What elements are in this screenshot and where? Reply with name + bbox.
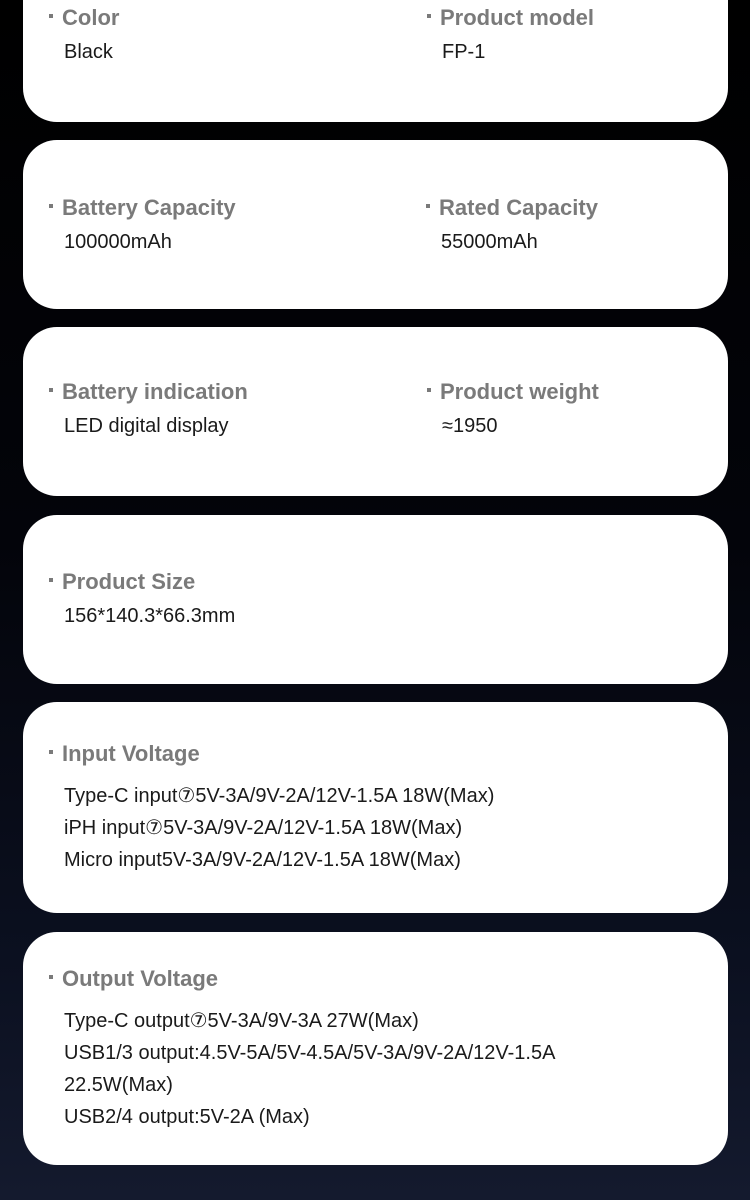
spec-value: Black <box>64 41 113 63</box>
spec-output-voltage <box>49 966 555 1133</box>
bullet-icon <box>426 204 430 208</box>
spec-input-voltage <box>49 741 494 876</box>
spec-value-lines <box>64 1005 555 1133</box>
spec-card-size <box>23 515 728 684</box>
bullet-icon <box>427 388 431 392</box>
bullet-icon <box>49 750 53 754</box>
spec-color <box>49 5 119 65</box>
spec-battery-capacity <box>49 195 236 255</box>
spec-value: 55000mAh <box>441 231 538 253</box>
bullet-icon <box>49 578 53 582</box>
spec-line: USB2/4 output:5V-2A (Max) <box>64 1106 310 1128</box>
spec-line: Micro input5V-3A/9V-2A/12V-1.5A 18W(Max) <box>64 849 461 871</box>
spec-value: 100000mAh <box>64 231 172 253</box>
bullet-icon <box>49 388 53 392</box>
spec-value-lines <box>64 780 494 876</box>
spec-rated-capacity <box>426 195 598 255</box>
spec-product-size <box>49 569 235 629</box>
spec-card-input-voltage <box>23 702 728 913</box>
spec-card-output-voltage <box>23 932 728 1165</box>
spec-label: Color <box>49 5 119 31</box>
spec-product-model <box>427 5 594 65</box>
bullet-icon <box>427 14 431 18</box>
spec-label: Battery Capacity <box>49 195 236 221</box>
spec-card-capacity <box>23 140 728 309</box>
spec-line: Type-C input⑦5V-3A/9V-2A/12V-1.5A 18W(Max) <box>64 785 495 807</box>
spec-card-color-model <box>23 0 728 122</box>
bullet-icon <box>49 204 53 208</box>
spec-value: FP-1 <box>442 41 486 63</box>
spec-label: Product Size <box>49 569 235 595</box>
bullet-icon <box>49 975 53 979</box>
spec-label: Input Voltage <box>49 741 494 767</box>
spec-line: iPH input⑦5V-3A/9V-2A/12V-1.5A 18W(Max) <box>64 817 463 839</box>
spec-line: Type-C output⑦5V-3A/9V-3A 27W(Max) <box>64 1010 419 1032</box>
spec-product-weight <box>427 379 599 439</box>
spec-value: LED digital display <box>64 415 229 437</box>
spec-value: 156*140.3*66.3mm <box>64 605 236 627</box>
spec-value: ≈1950 <box>442 415 498 437</box>
spec-battery-indication <box>49 379 248 439</box>
spec-label: Output Voltage <box>49 966 555 992</box>
spec-card-indication-weight <box>23 327 728 496</box>
spec-label: Product model <box>427 5 594 31</box>
spec-label: Rated Capacity <box>426 195 598 221</box>
spec-line: 22.5W(Max) <box>64 1074 173 1096</box>
spec-label: Battery indication <box>49 379 248 405</box>
spec-label: Product weight <box>427 379 599 405</box>
spec-line: USB1/3 output:4.5V-5A/5V-4.5A/5V-3A/9V-2A/12V-1.5A <box>64 1042 556 1064</box>
bullet-icon <box>49 14 53 18</box>
